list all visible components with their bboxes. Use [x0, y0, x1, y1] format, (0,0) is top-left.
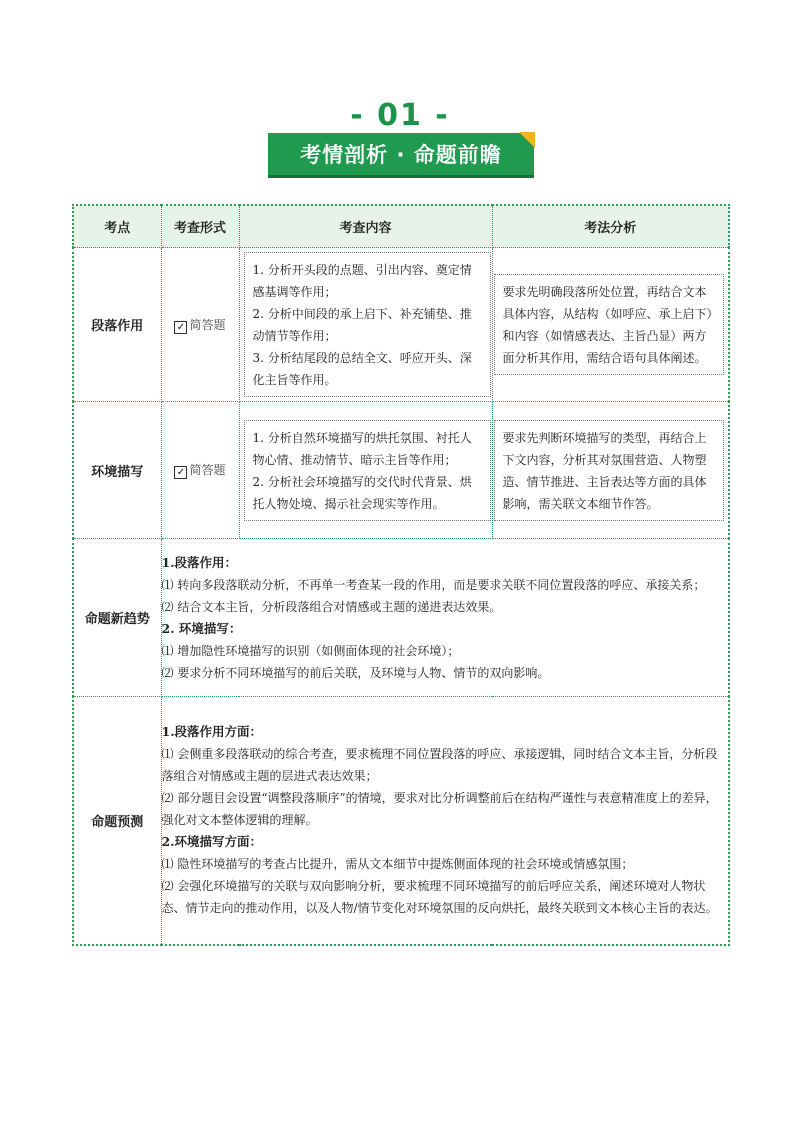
content-item: 2. 分析中间段的承上启下、补充铺垫、推动情节等作用； — [252, 307, 472, 343]
row-form — [161, 402, 239, 539]
trend-item: ⑵ 结合文本主旨，分析段落组合对情感或主题的递进表达效果。 — [161, 599, 502, 614]
banner-title: 考情剖析 · 命题前瞻 — [300, 143, 502, 167]
row-content — [239, 402, 492, 539]
section-number: - 01 - — [350, 98, 450, 133]
header-point: 考点 — [73, 205, 161, 248]
forecast-item: ⑴ 隐性环境描写的考查占比提升，需从文本细节中提炼侧面体现的社会环境或情感氛围； — [161, 857, 634, 872]
analysis-box: 要求先明确段落所处位置，再结合文本具体内容，从结构（如呼应、承上启下）和内容（如情感表达、主旨凸显）两方面分析其作用，需结合语句具体阐述。 — [494, 274, 725, 375]
banner-corner-decoration — [519, 132, 535, 148]
header-analysis: 考法分析 — [492, 205, 729, 248]
section-banner — [268, 133, 534, 178]
content-box — [244, 252, 491, 397]
exam-analysis-table — [72, 204, 730, 946]
trend-item: ⑴ 增加隐性环境描写的识别（如侧面体现的社会环境）； — [161, 643, 460, 658]
form-label: 简答题 — [189, 463, 226, 477]
content-item: 2. 分析社会环境描写的交代时代背景、烘托人物处境、揭示社会现实等作用。 — [252, 474, 472, 511]
trend-heading: 2. 环境描写： — [161, 620, 242, 636]
trend-item: ⑴ 转向多段落联动分析，不再单一考查某一段的作用，而是要求关联不同位置段落的呼应、承接关系； — [161, 577, 706, 592]
table-row — [73, 248, 729, 402]
content-item: 1. 分析开头段的点题、引出内容、奠定情感基调等作用； — [252, 263, 472, 299]
header-form: 考查形式 — [161, 205, 239, 248]
trend-item: ⑵ 要求分析不同环境描写的前后关联，及环境与人物、情节的双向影响。 — [161, 665, 550, 680]
forecast-item: ⑵ 会强化环境描写的关联与双向影响分析，要求梳理不同环境描写的前后呼应关系，阐述环境对人物状态、情节走向的推动作用，以及人物/情节变化对环境氛围的反向烘托，最终关联到文本核心主旨的表达。 — [161, 879, 718, 916]
table-row — [73, 402, 729, 539]
forecast-heading: 2.环境描写方面： — [161, 834, 263, 850]
table-row-trend — [73, 539, 729, 697]
content-box — [244, 420, 491, 521]
row-analysis — [492, 402, 729, 539]
table-header-row — [73, 205, 729, 248]
row-point: 环境描写 — [73, 402, 161, 539]
row-analysis — [492, 248, 729, 402]
table-row-forecast — [73, 697, 729, 945]
trend-heading: 1.段落作用： — [161, 554, 238, 570]
trend-label: 命题新趋势 — [73, 539, 161, 697]
forecast-item: ⑵ 部分题目会设置“调整段落顺序”的情境，要求对比分析调整前后在结构严谨性与表意精准度上的差异，强化对文本整体逻辑的理解。 — [161, 791, 718, 828]
trend-content — [161, 539, 729, 697]
content-item: 1. 分析自然环境描写的烘托氛围、衬托人物心情、推动情节、暗示主旨等作用； — [252, 430, 472, 467]
checked-box-icon: ✓ — [174, 466, 187, 479]
forecast-item: ⑴ 会侧重多段落联动的综合考查，要求梳理不同位置段落的呼应、承接逻辑，同时结合文本主旨，分析段落组合对情感或主题的层进式表达效果； — [161, 747, 718, 784]
row-point: 段落作用 — [73, 248, 161, 402]
forecast-label: 命题预测 — [73, 697, 161, 945]
row-form — [161, 248, 239, 402]
checked-box-icon: ✓ — [174, 321, 187, 334]
content-item: 3. 分析结尾段的总结全文、呼应开头、深化主旨等作用。 — [252, 351, 472, 387]
forecast-content — [161, 697, 729, 945]
form-label: 简答题 — [189, 317, 226, 332]
row-content — [239, 248, 492, 402]
analysis-box: 要求先判断环境描写的类型，再结合上下文内容，分析其对氛围营造、人物塑造、情节推进、主旨表达等方面的具体影响，需关联文本细节作答。 — [494, 420, 725, 521]
header-content: 考查内容 — [239, 205, 492, 248]
forecast-heading: 1.段落作用方面： — [161, 724, 263, 740]
